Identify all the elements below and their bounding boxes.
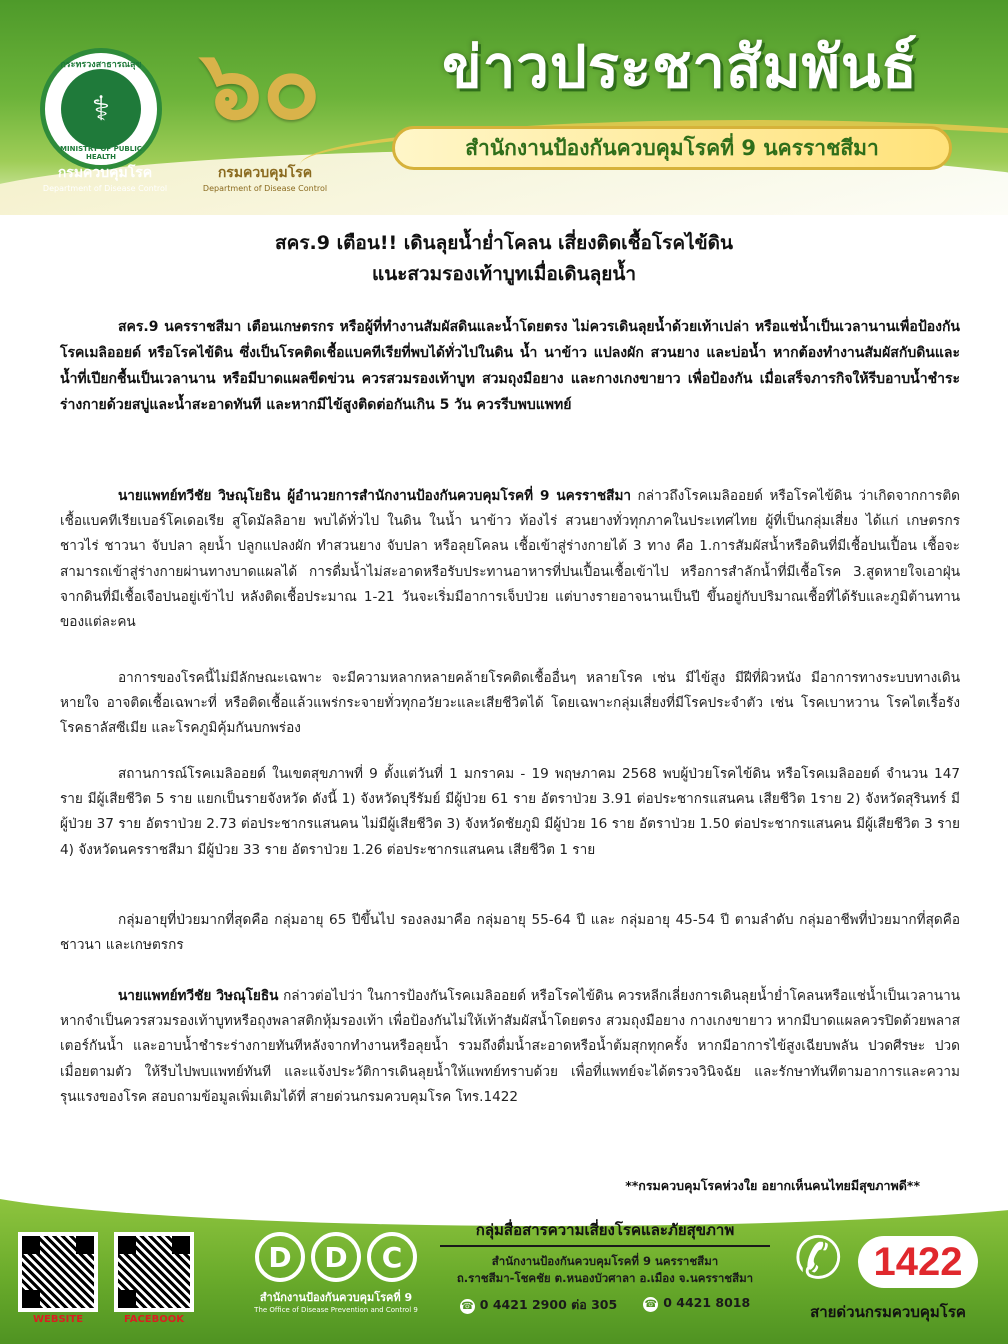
phone-2[interactable] (643, 1295, 750, 1315)
article-headline (60, 228, 948, 290)
website-qr-label: WEBSITE (32, 1314, 84, 1325)
office-subtitle: สำนักงานป้องกันควบคุมโรคที่ 9 นครราชสีมา (392, 126, 952, 170)
office-address (440, 1253, 770, 1287)
ddc-logo (246, 1232, 426, 1314)
phone-1[interactable] (460, 1295, 617, 1315)
page-title: ข่าวประชาสัมพันธ์ (442, 33, 918, 101)
website-qr-code[interactable] (18, 1232, 98, 1312)
ministry-logo (40, 48, 162, 170)
office-line-2: ถ.ราชสีมา-โชคชัย ต.หนองบัวศาลา อ.เมือง จ.นครราชสีมา (456, 1271, 754, 1285)
caduceus-icon: ⚕ (61, 69, 141, 149)
header-banner (0, 0, 1008, 215)
phone-icon: ☎ (461, 1301, 474, 1312)
office-line-1: สำนักงานป้องกันควบคุมโรคที่ 9 นครราชสีมา (491, 1254, 719, 1268)
paragraph-2-text: กล่าวถึงโรคเมลิออยด์ หรือโรคไข้ดิน ว่าเกิดจากการติดเชื้อแบคทีเรียเบอร์โคเดอเรีย สูโดมัลลิอาย พบได้ทั่วไป ในดิน ในน้ำ นาข้าว ท้องไร่ สวนยางทั่วทุกภาคในประเทศไทย ผู้ที่เป็นกลุ่มเสี่ยง ได้แก่ เกษตรกร ชาวไร่ ชาวนา จับปลา ลุยน้ำ ปลูกแปลงผัก ทำสวนยาง จับปลา หรือลุยโคลน เชื้อเข้าสู่ร่างกายได้ 3 ทาง คือ 1.การสัมผัสน้ำหรือดินที่มีเชื้อปนเปื้อน เชื้อจะสามารถเข้าสู่ร่างกายผ่านทางบาดแผลได้ การดื่มน้ำไม่สะอาดหรือรับประทานอาหารที่ปนเปื้อนเชื้อเข้าไป หรือการสำลักน้ำที่มีเชื้อโรค 3.สูดหายใจเอาฝุ่นจากดินที่มีเชื้อเจือปนอยู่เข้าไป หลังติดเชื้อประมาณ 1-21 วันจะเริ่มมีอาการเจ็บป่วย แต่บางรายอาจนานเป็นปี ขึ้นอยู่กับปริมาณเชื้อที่ได้รับและภูมิต้านทานของแต่ละคน (60, 488, 960, 631)
ddc-letter-d1: D (255, 1232, 305, 1282)
speaker-name: นายแพทย์ทวีชัย วิษณุโยธิน ผู้อำนวยการสำนักงานป้องกันควบคุมโรคที่ 9 นครราชสีมา (118, 488, 632, 504)
ddc-letter-d2: D (311, 1232, 361, 1282)
lead-text: สคร.9 นครราชสีมา เตือนเกษตรกร หรือผู้ที่ทำงานสัมผัสดินและน้ำโดยตรง ไม่ควรเดินลุยน้ำด้วยเท้าเปล่า หรือแช่น้ำเป็นเวลานานเพื่อป้องกันโรคเมลิออยด์ หรือโรคไข้ดิน ซึ่งเป็นโรคติดเชื้อแบคทีเรียที่พบได้ทั่วไปในดิน น้ำ นาข้าว แปลงผัก สวนยาง และบ่อน้ำ หากต้องทำงานสัมผัสกับดินและน้ำที่เปียกชื้นเป็นเวลานาน หรือมีบาดแผลขีดข่วน ควรสวมรองเท้าบูท สวมถุงมือยาง และกางเกงขายาว เพื่อป้องกัน เมื่อเสร็จภารกิจให้รีบอาบน้ำชำระร่างกายด้วยสบู่และน้ำสะอาดทันที และหากมีไข้สูงติดต่อกันเกิน 5 วัน ควรรีบพบแพทย์ (60, 319, 960, 413)
phone-icon: ☎ (644, 1299, 657, 1310)
dept-label-left (30, 162, 180, 193)
ddc-name-th: สำนักงานป้องกันควบคุมโรคที่ 9 (259, 1291, 413, 1304)
lead-paragraph (60, 314, 960, 418)
facebook-qr-code[interactable] (114, 1232, 194, 1312)
hotline-label: สายด่วนกรมควบคุมโรค (810, 1303, 966, 1321)
phone-list (440, 1295, 770, 1315)
paragraph-3-text: อาการของโรคนี้ไม่มีลักษณะเฉพาะ จะมีความหลากหลายคล้ายโรคติดเชื้ออื่นๆ หลายโรค เช่น มีไข้สูง มีฝีที่ผิวหนัง มีอาการทางระบบทางเดินหายใจ อาจติดเชื้อเฉพาะที่ หรือติดเชื้อแล้วแพร่กระจายทั่วทุกอวัยวะและเสียชีวิตได้ โดยเฉพาะกลุ่มเสี่ยงที่มีโรคประจำตัว เช่น โรคเบาหวาน โรคไตเรื้อรัง โรคธาลัสซีเมีย และโรคภูมิคุ้มกันบกพร่อง (60, 670, 960, 737)
paragraph-6 (60, 984, 960, 1110)
contact-block (440, 1218, 770, 1315)
ddc-name-en: The Office of Disease Prevention and Control 9 (254, 1306, 418, 1314)
dept-name-th-2: กรมควบคุมโรค (217, 165, 313, 181)
paragraph-2 (60, 484, 960, 635)
phone-handset-icon: ✆ (794, 1224, 843, 1292)
paragraph-5 (60, 908, 960, 958)
tagline: **กรมควบคุมโรคห่วงใย อยากเห็นคนไทยมีสุขภาพดี** (625, 1178, 920, 1193)
dept-name-en-2: Department of Disease Control (202, 184, 328, 193)
phone-2-number: 0 4421 8018 (663, 1295, 751, 1310)
paragraph-6-text: กล่าวต่อไปว่า ในการป้องกันโรคเมลิออยด์ หรือโรคไข้ดิน ควรหลีกเลี่ยงการเดินลุยน้ำย่ำโคลนหรือแช่น้ำเป็นเวลานาน หากจำเป็นควรสวมรองเท้าบูทหรือถุงพลาสติกหุ้มรองเท้า เพื่อป้องกันไม่ให้เท้าสัมผัสน้ำโดยตรง สวมถุงมือยาง กางเกงขายาว หากมีบาดแผลควรปิดด้วยพลาสเตอร์กันน้ำ และอาบน้ำชำระร่างกายทันทีหลังจากทำงานหรือลุยน้ำ รวมถึงดื่มน้ำสะอาดหรือน้ำต้มสุกทุกครั้ง หากมีอาการไข้สูงเฉียบพลัน ปวดศีรษะ ปวดเมื่อยตามตัว ให้รีบไปพบแพทย์ทันที และแจ้งประวัติการเดินลุยน้ำให้แพทย์ทราบด้วย เพื่อที่แพทย์จะได้ตรวจวินิจฉัย และรักษาทันทีตามอาการและความรุนแรงของโรค สอบถามข้อมูลเพิ่มเติมได้ที่ สายด่วนกรมควบคุมโรค โทร.1422 (60, 988, 960, 1105)
dept-name-en: Department of Disease Control (42, 184, 168, 193)
headline-line-1: สคร.9 เตือน!! เดินลุยน้ำย่ำโคลน เสี่ยงติดเชื้อโรคไข้ดิน (275, 232, 733, 254)
footer (0, 1196, 1008, 1344)
group-name: กลุ่มสื่อสารความเสี่ยงโรคและภัยสุขภาพ (440, 1218, 770, 1247)
ministry-ring-text: กระทรวงสาธารณสุข (60, 60, 142, 70)
speaker-name-2: นายแพทย์ทวีชัย วิษณุโยธิน (118, 988, 279, 1004)
facebook-qr-label: FACEBOOK (124, 1314, 184, 1325)
paragraph-3 (60, 666, 960, 742)
paragraph-5-text: กลุ่มอายุที่ป่วยมากที่สุดคือ กลุ่มอายุ 65 ปีขึ้นไป รองลงมาคือ กลุ่มอายุ 55-64 ปี และ กลุ่มอายุ 45-54 ปี ตามลำดับ กลุ่มอาชีพที่ป่วยมากที่สุดคือ ชาวนา และเกษตรกร (60, 912, 960, 954)
phone-1-number: 0 4421 2900 ต่อ 305 (479, 1297, 618, 1312)
anniversary-logo: ๖๐ (201, 28, 321, 141)
hotline-number: 1422 (858, 1236, 978, 1288)
ddc-letter-c: C (367, 1232, 417, 1282)
paragraph-4-text: สถานการณ์โรคเมลิออยด์ ในเขตสุขภาพที่ 9 ตั้งแต่วันที่ 1 มกราคม - 19 พฤษภาคม 2568 พบผู้ป่วยโรคไข้ดิน หรือโรคเมลิออยด์ จำนวน 147 ราย มีผู้เสียชีวิต 5 ราย แยกเป็นรายจังหวัด ดังนี้ 1) จังหวัดบุรีรัมย์ มีผู้ป่วย 61 ราย อัตราป่วย 3.91 ต่อประชากรแสนคน เสียชีวิต 1ราย 2) จังหวัดสุรินทร์ มีผู้ป่วย 37 ราย อัตราป่วย 2.73 ต่อประชากรแสนคน ไม่มีผู้เสียชีวิต 3) จังหวัดชัยภูมิ มีผู้ป่วย 16 ราย อัตราป่วย 1.50 ต่อประชากรแสนคน มีผู้เสียชีวิต 3 ราย 4) จังหวัดนครราชสีมา มีผู้ป่วย 33 ราย อัตราป่วย 1.26 ต่อประชากรแสนคน เสียชีวิต 1 ราย (60, 766, 960, 858)
dept-name-th: กรมควบคุมโรค (57, 165, 153, 181)
headline-line-2: แนะสวมรองเท้าบูทเมื่อเดินลุยน้ำ (371, 263, 637, 285)
ministry-ring-text-en: MINISTRY OF PUBLIC HEALTH (60, 145, 142, 161)
paragraph-4 (60, 762, 960, 863)
dept-label-right (190, 162, 340, 193)
